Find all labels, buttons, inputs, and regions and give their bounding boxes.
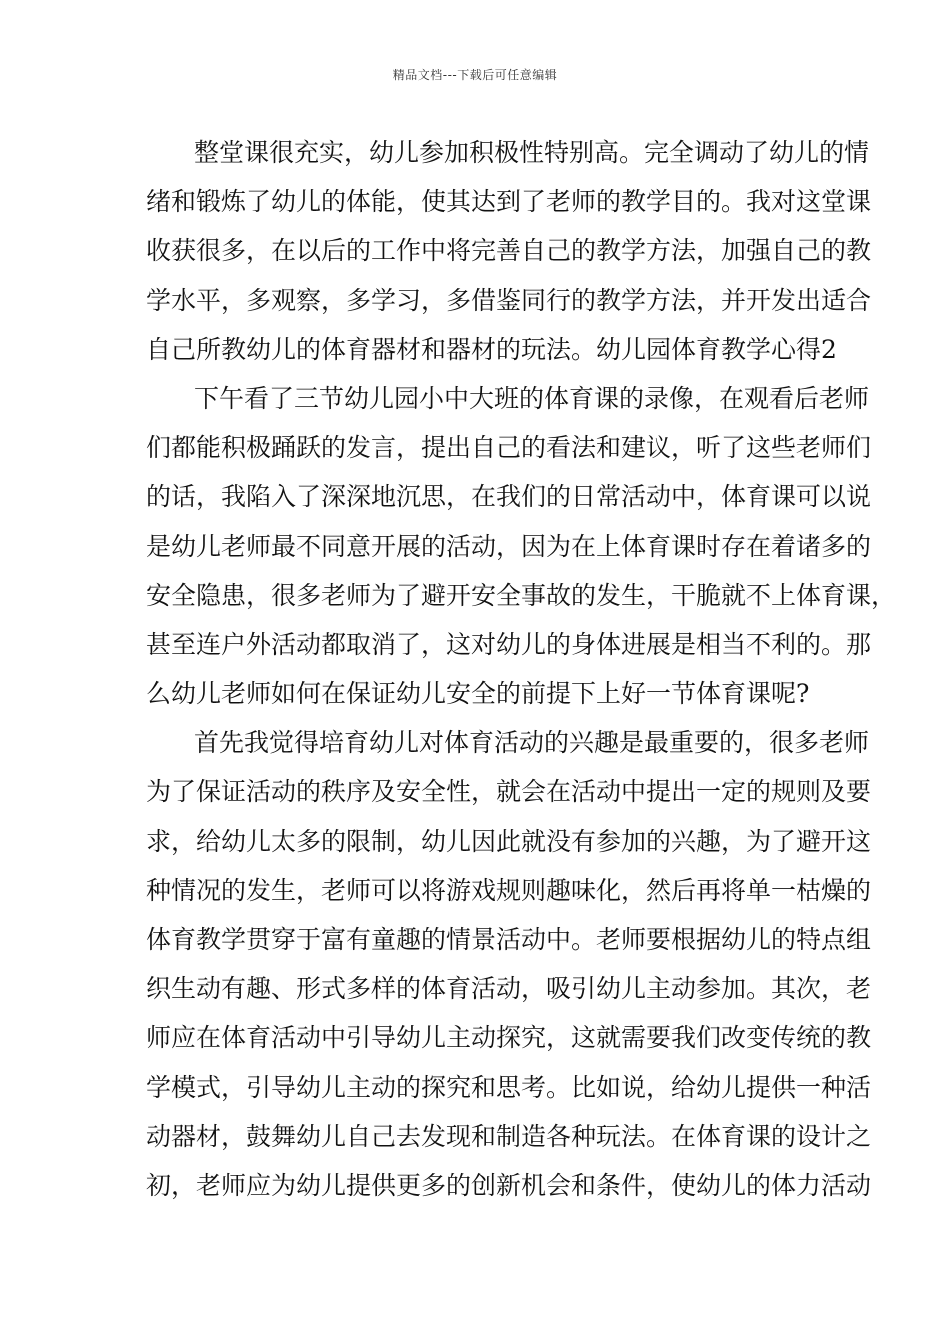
text-line: 自己所教幼儿的体育器材和器材的玩法。幼儿园体育教学心得2 bbox=[146, 334, 837, 364]
text-line: 种情况的发生，老师可以将游戏规则趣味化，然后再将单一枯燥的 bbox=[146, 875, 872, 905]
text-line: 们都能积极踊跃的发言，提出自己的看法和建议，听了这些老师们 bbox=[146, 433, 872, 463]
text-line: 学模式，引导幼儿主动的探究和思考。比如说，给幼儿提供一种活 bbox=[146, 1072, 872, 1102]
text-line: 安全隐患，很多老师为了避开安全事故的发生，干脆就不上体育课， bbox=[146, 580, 897, 610]
text-line: 的话，我陷入了深深地沉思，在我们的日常活动中，体育课可以说 bbox=[146, 482, 872, 512]
text-line: 首先我觉得培育幼儿对体育活动的兴趣是最重要的，很多老师 bbox=[194, 728, 870, 758]
text-line: 是幼儿老师最不同意开展的活动，因为在上体育课时存在着诸多的 bbox=[146, 531, 872, 561]
text-line: 甚至连户外活动都取消了，这对幼儿的身体进展是相当不利的。那 bbox=[146, 629, 872, 659]
text-line: 织生动有趣、形式多样的体育活动，吸引幼儿主动参加。其次，老 bbox=[146, 974, 872, 1004]
text-line: 下午看了三节幼儿园小中大班的体育课的录像，在观看后老师 bbox=[194, 383, 870, 413]
text-line: 绪和锻炼了幼儿的体能，使其达到了老师的教学目的。我对这堂课 bbox=[146, 187, 872, 217]
text-line: 初，老师应为幼儿提供更多的创新机会和条件，使幼儿的体力活动 bbox=[146, 1170, 872, 1200]
text-line: 为了保证活动的秩序及安全性，就会在活动中提出一定的规则及要 bbox=[146, 777, 872, 807]
text-line: 么幼儿老师如何在保证幼儿安全的前提下上好一节体育课呢? bbox=[146, 679, 810, 709]
text-line: 师应在体育活动中引导幼儿主动探究，这就需要我们改变传统的教 bbox=[146, 1023, 872, 1053]
text-line: 求，给幼儿太多的限制，幼儿因此就没有参加的兴趣，为了避开这 bbox=[146, 826, 872, 856]
text-line: 收获很多，在以后的工作中将完善自己的教学方法，加强自己的教 bbox=[146, 236, 872, 266]
document-body bbox=[146, 128, 897, 1210]
text-line: 学水平，多观察，多学习，多借鉴同行的教学方法，并开发出适合 bbox=[146, 285, 872, 315]
page-header: 精品文档---下载后可任意编辑 bbox=[392, 68, 558, 82]
text-line: 整堂课很充实，幼儿参加积极性特别高。完全调动了幼儿的情 bbox=[194, 138, 870, 167]
text-line: 动器材，鼓舞幼儿自己去发现和制造各种玩法。在体育课的设计之 bbox=[146, 1121, 872, 1151]
text-line: 体育教学贯穿于富有童趣的情景活动中。老师要根据幼儿的特点组 bbox=[146, 925, 872, 954]
